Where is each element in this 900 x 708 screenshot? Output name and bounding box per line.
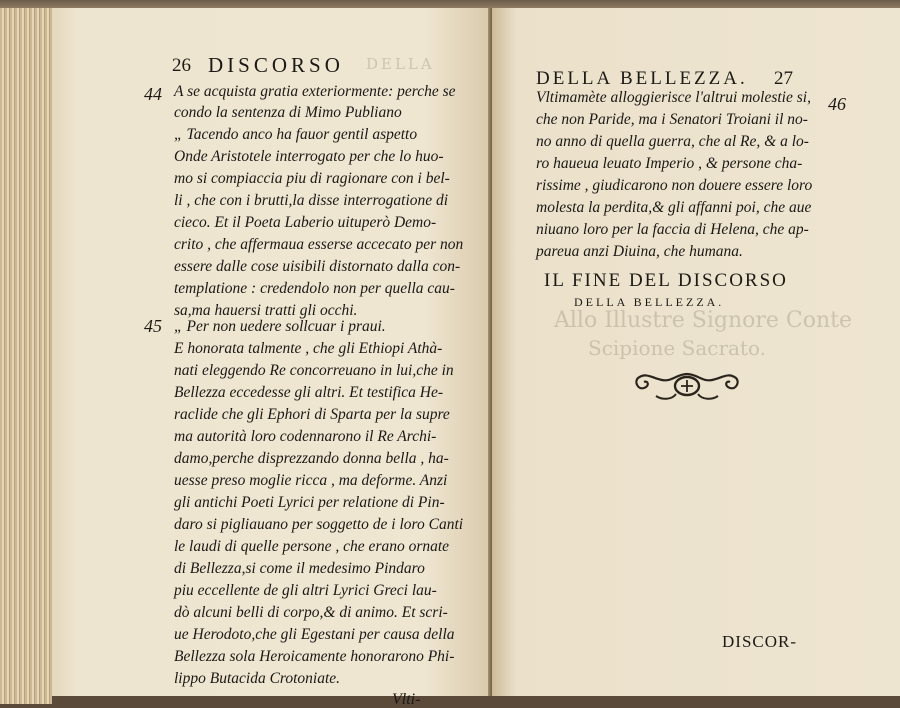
text-line: „ Per non uedere sollcuar i praui. [174,318,386,335]
text-line: essere dalle cose uisibili distornato dalla con- [174,258,461,275]
text-line: pareua anzi Diuina, che humana. [536,243,743,260]
text-line: Onde Aristotele interrogato per che lo huo- [174,148,444,165]
page-number: 26 [172,55,191,76]
text-line: gli antichi Poeti Lyrici per relatione di Pin- [174,494,445,511]
text-line: di Bellezza,si come il medesimo Pindaro [174,560,425,577]
text-line: ro haueua leuato Imperio , & persone cha- [536,155,803,172]
text-line: Bellezza sola Heroicamente honorarono Phi- [174,648,455,665]
text-line: niuano loro per la faccia di Helena, che ap- [536,221,809,238]
text-line: Vltimamète alloggierisce l'altrui molestie si, [536,89,811,106]
end-title-sub: DELLA BELLEZZA. [574,295,725,309]
catchword: DISCOR- [722,632,798,651]
text-line: A se acquista gratia exteriormente: perche se [174,83,456,100]
text-line: no anno di quella guerra, che al Re, & a lo- [536,133,809,150]
text-line: „ Tacendo anco ha fauor gentil aspetto [174,126,418,143]
page-number: 27 [774,68,793,89]
text-line: Bellezza eccedesse gli altri. Et testifica He- [174,384,444,401]
text-line: cieco. Et il Poeta Laberio uituperò Demo- [174,214,437,231]
text-line: damo,perche disprezzando donna bella , ha- [174,450,449,467]
text-line: rissime , giudicarono non douere essere loro [536,177,813,194]
text-line: condo la sentenza di Mimo Publiano [174,104,402,121]
catchword: Vlti- [392,691,421,708]
text-line: mo si compiaccia piu di ragionare con i bel- [174,170,450,187]
show-through-text: DELLA [366,55,435,73]
show-through-text: Scipione Sacrato. [588,336,767,360]
text-line: crito , che affermaua esserse accecato per non [174,236,464,253]
text-line: piu eccellente de gli altri Lyrici Greci lau- [174,582,437,599]
text-line: lippo Butacida Crotoniate. [174,670,341,687]
text-line: molesta la perdita,& gli affanni poi, che aue [536,199,812,216]
text-line: templatione : credendolo non per quella cau- [174,280,455,297]
margin-number: 45 [144,316,162,336]
margin-number: 46 [828,94,846,114]
fleuron-ornament [632,368,742,404]
text-line: li , che con i brutti,la disse interrogatione di [174,192,449,209]
running-head: DISCORSO [208,53,344,77]
page-edges [0,8,52,704]
running-head: DELLA BELLEZZA. [536,68,748,89]
left-page [40,8,492,708]
show-through-text: Allo Illustre Signore Conte [554,308,853,333]
text-line: sa,ma hauersi tratti gli occhi. [174,302,358,319]
text-line: dò alcuni belli di corpo,& di animo. Et scri- [174,604,448,621]
margin-number: 44 [144,84,162,104]
text-line: che non Paride, ma i Senatori Troiani il no- [536,111,808,128]
end-title: IL FINE DEL DISCORSO [544,270,788,291]
text-line: raclide che gli Ephori di Sparta per la supre [174,406,450,423]
text-line: le laudi di quelle persone , che erano ornate [174,538,450,555]
text-line: uesse preso moglie ricca , ma deforme. Anzi [174,472,448,489]
text-line: daro si pigliauano per soggetto de i loro Canti [174,516,464,533]
text-line: nati eleggendo Re concorreuano in lui,che in [174,362,454,379]
text-line: ma autorità loro codennarono il Re Archi- [174,428,437,445]
text-line: E honorata talmente , che gli Ethiopi Athà- [174,340,443,357]
text-line: ue Herodoto,che gli Egestani per causa della [174,626,455,643]
right-page [492,8,900,696]
